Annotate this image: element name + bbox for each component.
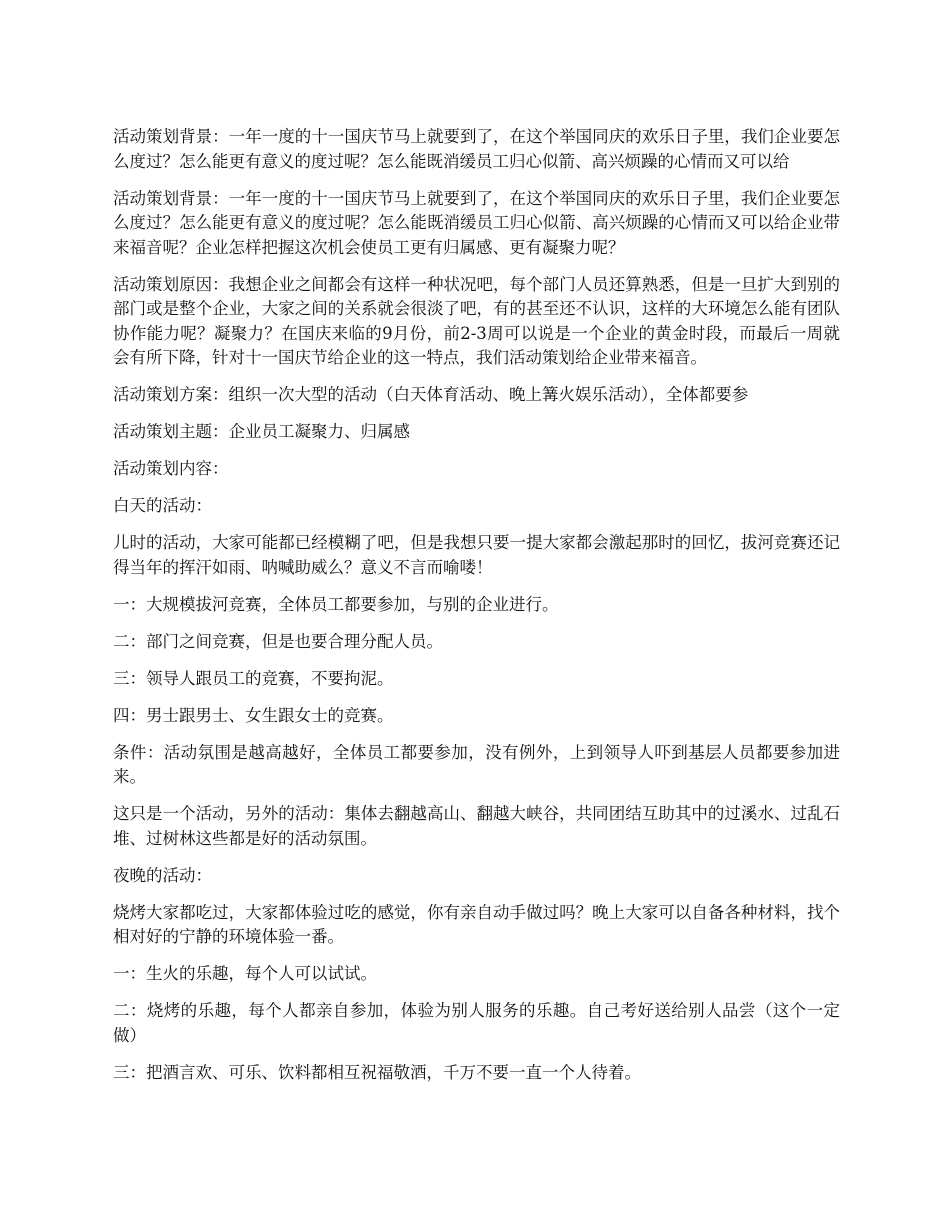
paragraph-daytime-intro: 儿时的活动，大家可能都已经模糊了吧，但是我想只要一提大家都会激起那时的回忆，拔河竞赛还记得当年的挥汗如雨、呐喊助威么？意义不言而喻喽！: [113, 533, 840, 577]
paragraph-content-heading: 活动策划内容：: [113, 459, 229, 478]
paragraph-theme: 活动策划主题：企业员工凝聚力、归属感: [113, 422, 410, 441]
paragraph-evening-item-3: 三：把酒言欢、可乐、饮料都相互祝福敬酒，千万不要一直一个人待着。: [113, 1062, 641, 1082]
paragraph-daytime-heading: 白天的活动：: [113, 496, 212, 515]
paragraph-daytime-item-4: 四：男士跟男士、女生跟女士的竞赛。: [113, 705, 394, 725]
paragraph-background-1: 活动策划背景：一年一度的十一国庆节马上就要到了，在这个举国同庆的欢乐日子里，我们企业要怎么度过？怎么能更有意义的度过呢？怎么能既消缓员工归心似箭、高兴烦躁的心情而又可以给: [113, 127, 840, 171]
paragraph-conditions: 条件：活动氛围是越高越好，全体员工都要参加，没有例外，上到领导人吓到基层人员都要参加进来。: [113, 742, 840, 786]
paragraph-daytime-item-1: 一：大规模拔河竞赛，全体员工都要参加，与别的企业进行。: [113, 594, 559, 614]
document-body: [113, 125, 840, 1098]
paragraph-reason: 活动策划原因：我想企业之间都会有这样一种状况吧，每个部门人员还算熟悉，但是一旦扩大到别的部门或是整个企业，大家之间的关系就会很淡了吧，有的甚至还不认识，这样的大环境怎么能有团队协作能力呢？凝聚力？在国庆来临的9月份，前2-3周可以说是一个企业的黄金时段，而最后一周就会有所下降，针对十一国庆节给企业的这一特点，我们活动策划给企业带来福音。: [113, 274, 840, 367]
paragraph-background-2: 活动策划背景：一年一度的十一国庆节马上就要到了，在这个举国同庆的欢乐日子里，我们企业要怎么度过？怎么能更有意义的度过呢？怎么能既消缓员工归心似箭、高兴烦躁的心情而又可以给企业带来福音呢？企业怎样把握这次机会使员工更有归属感、更有凝聚力呢？: [113, 188, 840, 257]
paragraph-daytime-item-2: 二：部门之间竞赛，但是也要合理分配人员。: [113, 631, 443, 651]
paragraph-evening-item-2: 二：烧烤的乐趣，每个人都亲自参加，体验为别人服务的乐趣。自己考好送给别人品尝（这个一定做）: [113, 1001, 840, 1045]
paragraph-daytime-item-3: 三：领导人跟员工的竞赛，不要拘泥。: [113, 668, 394, 688]
paragraph-evening-heading: 夜晚的活动：: [113, 865, 212, 885]
paragraph-evening-item-1: 一：生火的乐趣，每个人可以试试。: [113, 964, 377, 983]
paragraph-other-activities: 这只是一个活动，另外的活动：集体去翻越高山、翻越大峡谷，共同团结互助其中的过溪水、过乱石堆、过树林这些都是好的活动氛围。: [113, 804, 840, 848]
paragraph-plan: 活动策划方案：组织一次大型的活动（白天体育活动、晚上篝火娱乐活动），全体都要参: [113, 385, 749, 404]
paragraph-evening-intro: 烧烤大家都吃过，大家都体验过吃的感觉，你有亲自动手做过吗？晚上大家可以自备各种材料，找个相对好的宁静的环境体验一番。: [113, 902, 840, 946]
